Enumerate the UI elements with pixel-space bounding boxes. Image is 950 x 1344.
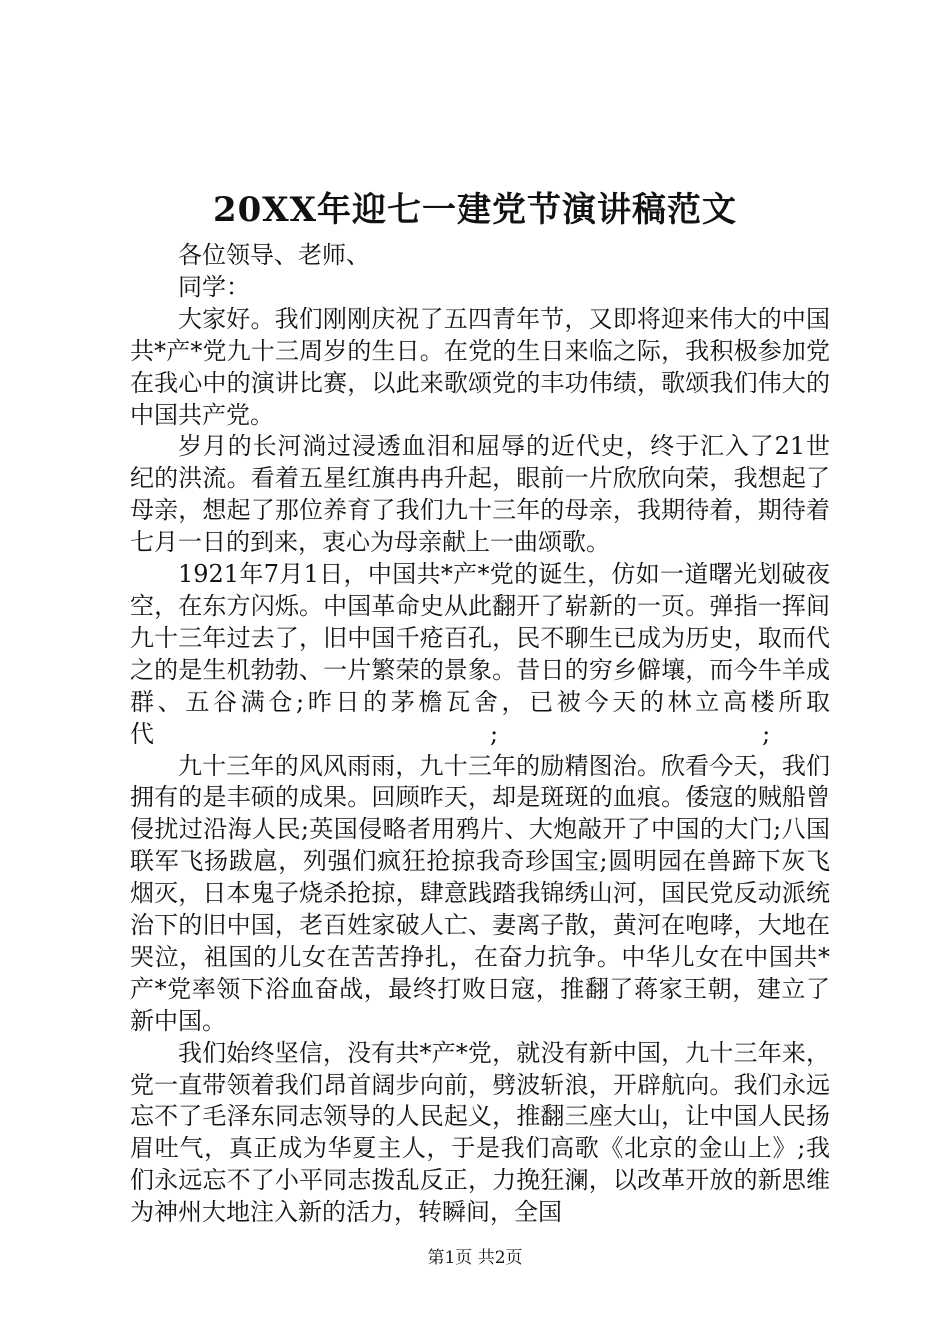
paragraph-founding: 1921年7月1日，中国共*产*党的诞生，仿如一道曙光划破夜空，在东方闪烁。中国革命史从此翻开了崭新的一页。弹指一挥间九十三年过去了，旧中国千疮百孔，民不聊生已成为历史，取而代之的是生机勃勃、一片繁荣的景象。昔日的穷乡僻壤，而今牛羊成群、五谷满仓;昨日的茅檐瓦舍，已被今天的林立高楼所取代 ; ; [130,560,830,748]
paragraph-struggle: 九十三年的风风雨雨，九十三年的励精图治。欣看今天，我们拥有的是丰硕的成果。回顾昨天，却是斑斑的血痕。倭寇的贼船曾侵扰过沿海人民;英国侵略者用鸦片、大炮敲开了中国的大门;八国联军飞扬跋扈，列强们疯狂抢掠我奇珍国宝;圆明园在兽蹄下灰飞烟灭，日本鬼子烧杀抢掠，肆意践踏我锦绣山河，国民党反动派统治下的旧中国，老百姓家破人亡、妻离子散，黄河在咆哮，大地在哭泣，祖国的儿女在苦苦挣扎，在奋力抗争。中华儿女在中国共*产*党率领下浴血奋战，最终打败日寇，推翻了蒋家王朝，建立了新中国。 [130,751,830,1035]
page-number-footer: 第1页 共2页 [427,1248,523,1268]
salutation-line-2: 同学： [178,272,250,301]
paragraph-belief: 我们始终坚信，没有共*产*党，就没有新中国，九十三年来，党一直带领着我们昂首阔步向前，劈波斩浪，开辟航向。我们永远忘不了毛泽东同志领导的人民起义，推翻三座大山，让中国人民扬眉吐气，真正成为华夏主人，于是我们高歌《北京的金山上》;我们永远忘不了小平同志拨乱反正，力挽狂澜，以改革开放的新思维为神州大地注入新的活力，转瞬间，全国 [130,1038,830,1227]
salutation-line-1: 各位领导、老师、 [178,241,370,269]
paragraph-history: 岁月的长河淌过浸透血泪和屈辱的近代史，终于汇入了21世纪的洪流。看着五星红旗冉冉升起，眼前一片欣欣向荣，我想起了母亲，想起了那位养育了我们九十三年的母亲，我期待着，期待着七月一日的到来，衷心为母亲献上一曲颂歌。 [130,432,830,557]
paragraph-greeting: 大家好。我们刚刚庆祝了五四青年节，又即将迎来伟大的中国共*产*党九十三周岁的生日。在党的生日来临之际，我积极参加党在我心中的演讲比赛，以此来歌颂党的丰功伟绩，歌颂我们伟大的中国共产党。 [130,304,830,429]
document-title: 20XX年迎七一建党节演讲稿范文 [212,190,738,230]
document-body [130,240,830,1229]
